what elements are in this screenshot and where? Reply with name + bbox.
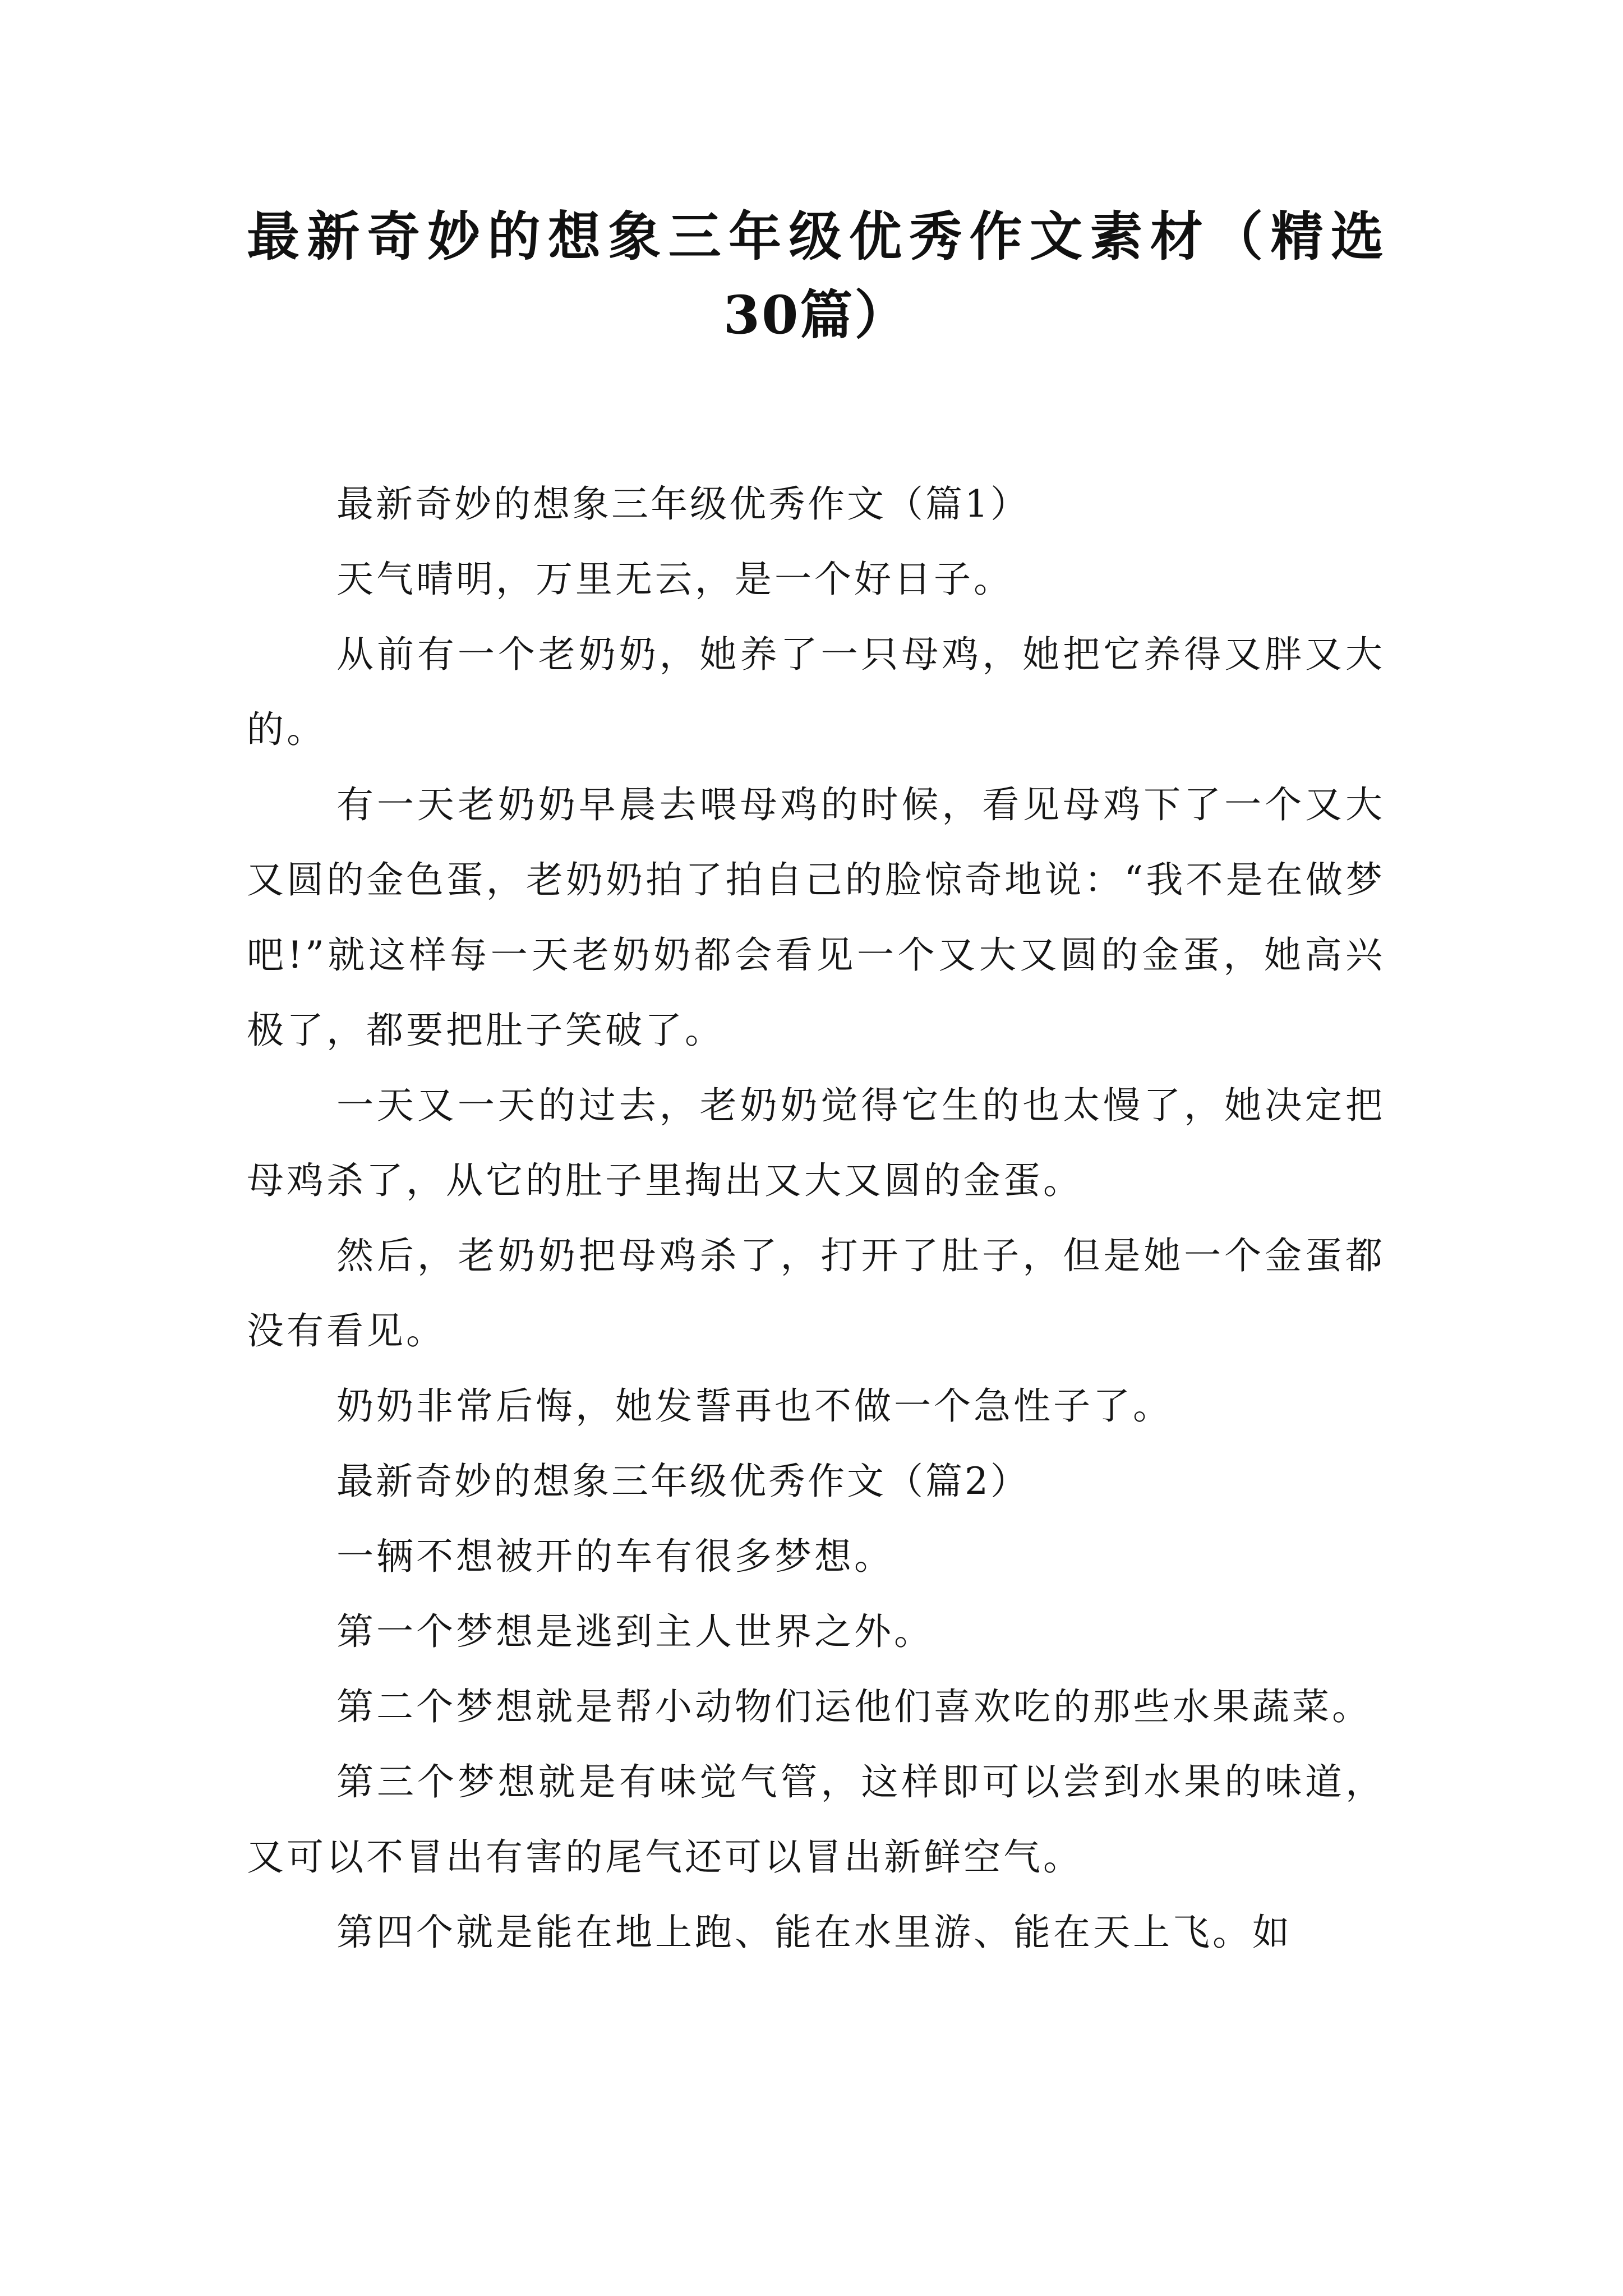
paragraph: 一天又一天的过去，老奶奶觉得它生的也太慢了，她决定把母鸡杀了，从它的肚子里掏出又大又圆的金蛋。	[247, 1084, 1385, 1202]
title-line-1: 最新奇妙的想象三年级优秀作文素材（精选	[247, 206, 1385, 268]
document-title	[247, 197, 1385, 355]
title-line-2: 30篇）	[723, 284, 909, 346]
paragraph: 第三个梦想就是有味觉气管，这样即可以尝到水果的味道，又可以不冒出有害的尾气还可以冒出新鲜空气。	[247, 1760, 1385, 1879]
document-body	[247, 467, 1385, 1970]
paragraph: 一辆不想被开的车有很多梦想。	[336, 1535, 894, 1578]
paragraph: 有一天老奶奶早晨去喂母鸡的时候，看见母鸡下了一个又大又圆的金色蛋，老奶奶拍了拍自己的脸惊奇地说：“我不是在做梦吧!”就这样每一天老奶奶都会看见一个又大又圆的金蛋，她高兴极了，都要把肚子笑破了。	[247, 783, 1385, 1052]
paragraph: 天气晴明，万里无云，是一个好日子。	[336, 558, 1013, 601]
paragraph: 从前有一个老奶奶，她养了一只母鸡，她把它养得又胖又大的。	[247, 633, 1385, 751]
paragraph: 第二个梦想就是帮小动物们运他们喜欢吃的那些水果蔬菜。	[336, 1685, 1372, 1728]
paragraph: 奶奶非常后悔，她发誓再也不做一个急性子了。	[336, 1384, 1173, 1428]
paragraph: 然后，老奶奶把母鸡杀了，打开了肚子，但是她一个金蛋都没有看见。	[247, 1234, 1385, 1352]
section-heading-2: 最新奇妙的想象三年级优秀作文（篇2）	[336, 1460, 1030, 1503]
paragraph: 第四个就是能在地上跑、能在水里游、能在天上飞。如	[336, 1911, 1292, 1954]
paragraph: 第一个梦想是逃到主人世界之外。	[336, 1610, 934, 1653]
section-heading-1: 最新奇妙的想象三年级优秀作文（篇1）	[336, 482, 1030, 526]
